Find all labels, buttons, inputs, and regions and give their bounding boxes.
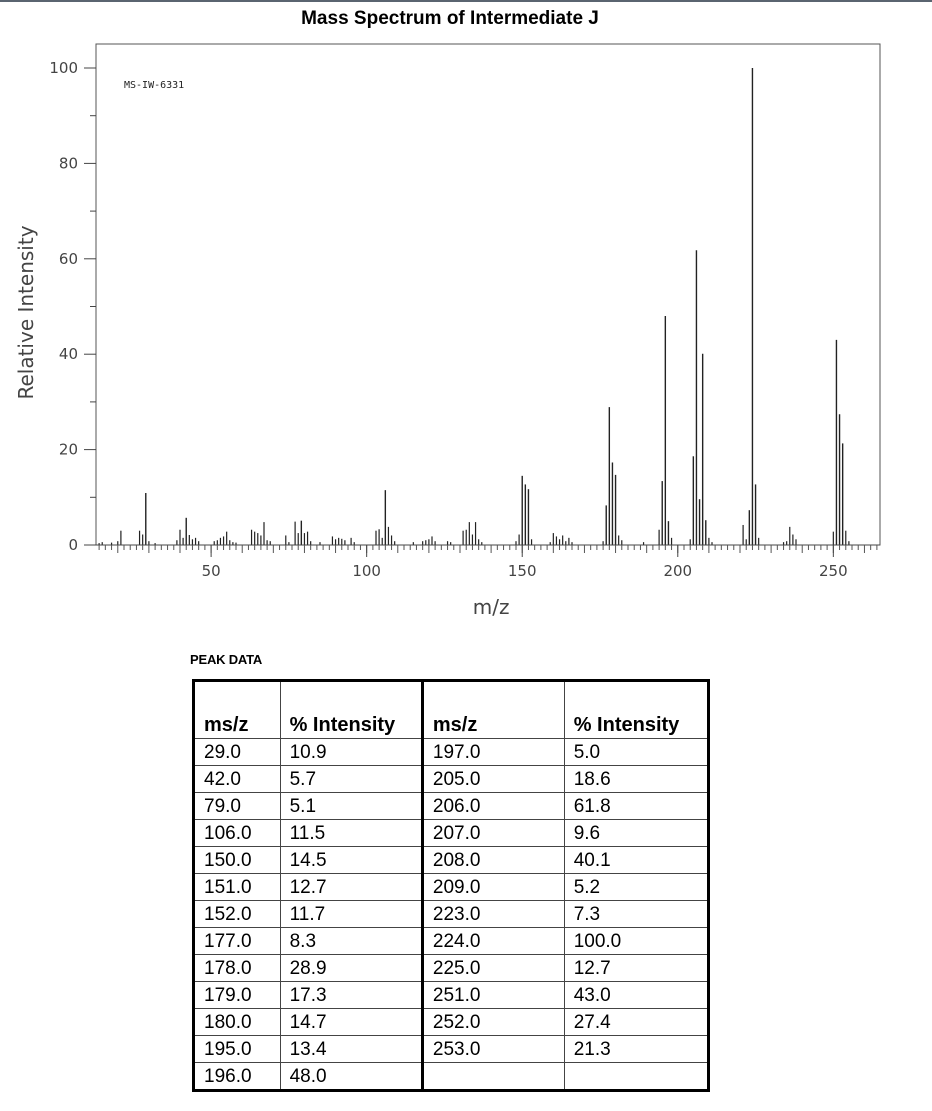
intensity-cell: 48.0 [280, 1063, 422, 1091]
intensity-cell: 21.3 [564, 1036, 708, 1063]
table-row [194, 928, 709, 955]
y-tick-label: 0 [68, 536, 78, 554]
header-mz-left: ms/z [194, 681, 281, 739]
x-tick-label: 250 [819, 562, 848, 580]
plot-frame [96, 44, 880, 545]
y-tick-label: 40 [58, 345, 78, 364]
x-axis-label: m/z [472, 595, 510, 619]
table-row [194, 739, 709, 766]
table-row [194, 793, 709, 820]
intensity-cell: 10.9 [280, 739, 422, 766]
intensity-cell: 13.4 [280, 1036, 422, 1063]
table-row [194, 766, 709, 793]
y-tick-label: 60 [58, 249, 78, 268]
mz-cell: 178.0 [194, 955, 281, 982]
intensity-cell: 14.7 [280, 1009, 422, 1036]
mz-cell: 207.0 [422, 820, 564, 847]
intensity-cell [564, 1063, 708, 1091]
y-tick-label: 100 [49, 59, 78, 77]
intensity-cell: 100.0 [564, 928, 708, 955]
mz-cell: 206.0 [422, 793, 564, 820]
x-tick-label: 150 [507, 562, 537, 580]
intensity-cell: 17.3 [280, 982, 422, 1009]
table-row [194, 874, 709, 901]
intensity-cell: 8.3 [280, 928, 422, 955]
mz-cell: 225.0 [422, 955, 564, 982]
peak-bars [99, 68, 849, 545]
intensity-cell: 5.0 [564, 739, 708, 766]
table-row [194, 1063, 709, 1091]
table-row [194, 982, 709, 1009]
table-row [194, 847, 709, 874]
intensity-cell: 5.7 [280, 766, 422, 793]
mz-cell: 223.0 [422, 901, 564, 928]
table-row [194, 1036, 709, 1063]
x-tick-label: 50 [201, 562, 221, 580]
x-tick-label: 200 [663, 562, 693, 580]
intensity-cell: 9.6 [564, 820, 708, 847]
header-mz-right: ms/z [422, 681, 564, 739]
x-tick-label: 100 [352, 562, 381, 580]
intensity-cell: 7.3 [564, 901, 708, 928]
mz-cell: 253.0 [422, 1036, 564, 1063]
intensity-cell: 27.4 [564, 1009, 708, 1036]
y-tick-label: 80 [58, 154, 78, 173]
mz-cell: 29.0 [194, 739, 281, 766]
mz-cell: 196.0 [194, 1063, 281, 1091]
table-header-row [194, 681, 709, 739]
intensity-cell: 11.7 [280, 901, 422, 928]
mz-cell: 42.0 [194, 766, 281, 793]
mz-cell: 251.0 [422, 982, 564, 1009]
intensity-cell: 12.7 [280, 874, 422, 901]
mz-cell: 152.0 [194, 901, 281, 928]
intensity-cell: 28.9 [280, 955, 422, 982]
intensity-cell: 61.8 [564, 793, 708, 820]
mz-cell: 252.0 [422, 1009, 564, 1036]
x-axis-ticks [96, 545, 880, 580]
mz-cell: 151.0 [194, 874, 281, 901]
table-row [194, 955, 709, 982]
chart-title: Mass Spectrum of Intermediate J [301, 8, 599, 29]
table-row [194, 820, 709, 847]
intensity-cell: 40.1 [564, 847, 708, 874]
y-tick-label: 20 [58, 440, 78, 459]
mz-cell: 209.0 [422, 874, 564, 901]
mz-cell: 177.0 [194, 928, 281, 955]
intensity-cell: 12.7 [564, 955, 708, 982]
intensity-cell: 5.1 [280, 793, 422, 820]
mz-cell: 205.0 [422, 766, 564, 793]
mz-cell: 106.0 [194, 820, 281, 847]
intensity-cell: 43.0 [564, 982, 708, 1009]
mz-cell: 79.0 [194, 793, 281, 820]
y-axis-ticks [49, 59, 96, 554]
mz-cell: 224.0 [422, 928, 564, 955]
mz-cell [422, 1063, 564, 1091]
header-intensity-left: % Intensity [280, 681, 422, 739]
table-row [194, 1009, 709, 1036]
mz-cell: 197.0 [422, 739, 564, 766]
spectrum-id-label: MS-IW-6331 [124, 80, 185, 91]
header-intensity-right: % Intensity [564, 681, 708, 739]
intensity-cell: 11.5 [280, 820, 422, 847]
intensity-cell: 14.5 [280, 847, 422, 874]
table-row [194, 901, 709, 928]
mz-cell: 150.0 [194, 847, 281, 874]
y-axis-label: Relative Intensity [14, 225, 38, 400]
peak-data-heading: PEAK DATA [190, 652, 263, 667]
peak-data-table [192, 679, 710, 1092]
mz-cell: 180.0 [194, 1009, 281, 1036]
mz-cell: 195.0 [194, 1036, 281, 1063]
mz-cell: 208.0 [422, 847, 564, 874]
intensity-cell: 5.2 [564, 874, 708, 901]
mz-cell: 179.0 [194, 982, 281, 1009]
intensity-cell: 18.6 [564, 766, 708, 793]
